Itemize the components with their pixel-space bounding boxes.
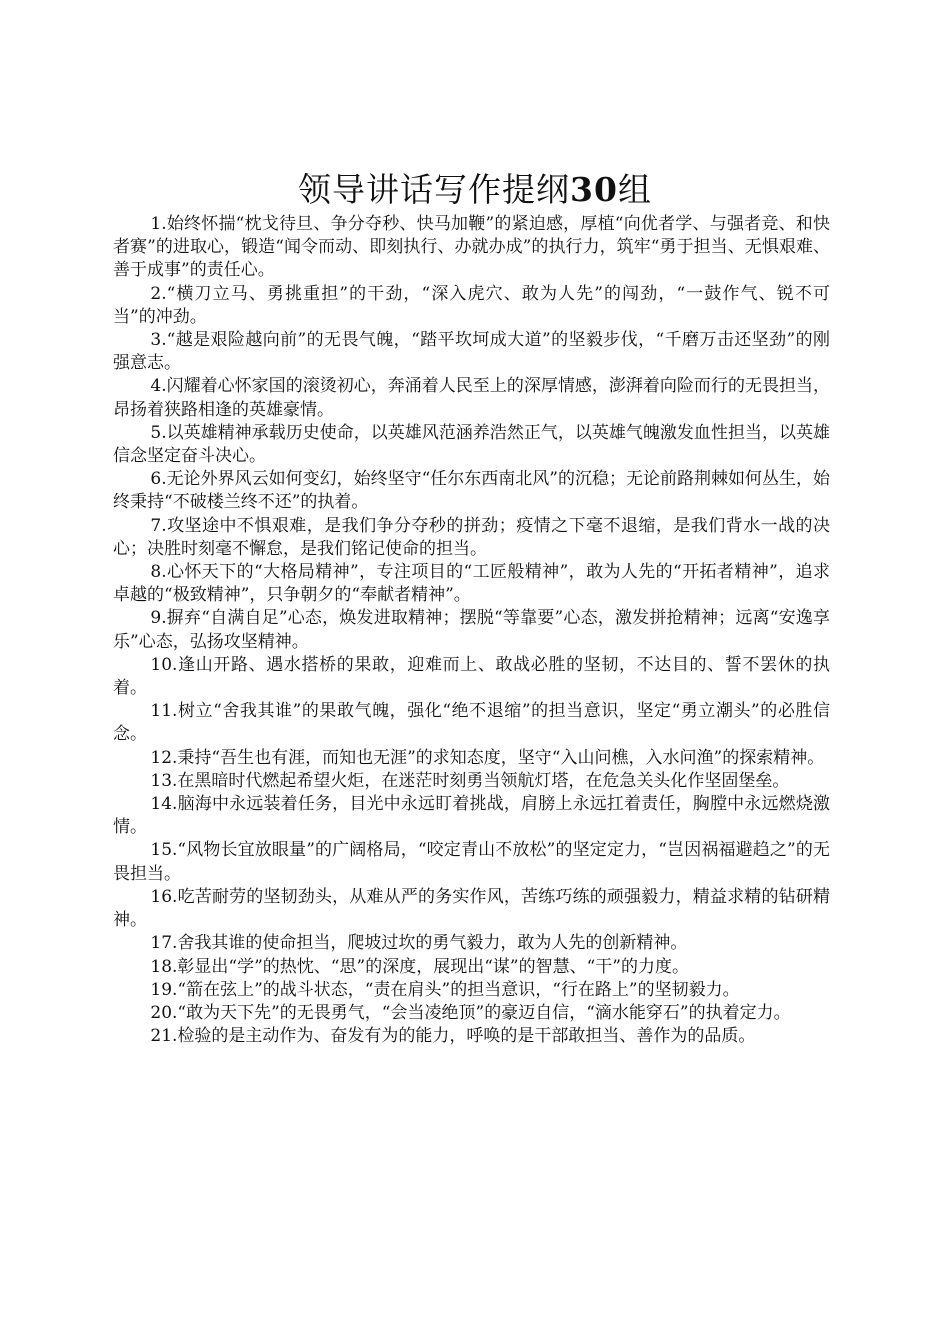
paragraph-20: 20.“敢为天下先”的无畏勇气，“会当凌绝顶”的豪迈自信，“滴水能穿石”的执着定力。: [150, 1002, 791, 1023]
paragraph-6: 6.无论外界风云如何变幻，始终坚守“任尔东西南北风”的沉稳；无论前路荆棘如何丛生，始终秉持“不破楼兰终不还”的执着。: [113, 469, 830, 513]
paragraph-16: 16.吃苦耐劳的坚韧劲头，从难从严的务实作风，苦练巧练的顽强毅力，精益求精的钻研精神。: [113, 886, 830, 931]
paragraph-2: 2.“横刀立马、勇挑重担”的干劲，“深入虎穴、敢为人先”的闯劲，“一鼓作气、锐不可当”的冲劲。: [113, 283, 830, 327]
document-body: [113, 213, 830, 1048]
paragraph-10: 10.逢山开路、遇水搭桥的果敢，迎难而上、敢战必胜的坚韧，不达目的、誓不罢休的执着。: [113, 654, 830, 699]
paragraph-14: 14.脑海中永远装着任务，目光中永远盯着挑战，肩膀上永远扛着责任，胸膛中永远燃烧激情。: [113, 794, 830, 838]
paragraph-8: 8.心怀天下的“大格局精神”，专注项目的“工匠般精神”，敢为人先的“开拓者精神”，追求卓越的“极致精神”，只争朝夕的“奉献者精神”。: [113, 562, 830, 606]
title-text: 领导讲话写作提纲: [298, 170, 571, 209]
paragraph-12: 12.秉持“吾生也有涯，而知也无涯”的求知态度，坚守“入山问樵，入水问渔”的探索精神。: [150, 747, 825, 768]
paragraph-1: 1.始终怀揣“枕戈待旦、争分夺秒、快马加鞭”的紧迫感，厚植“向优者学、与强者竞、和快者赛”的进取心，锻造“闻令而动、即刻执行、办就办成”的执行力，筑牢“勇于担当、无惧艰难、善于成事”的责任心。: [113, 214, 830, 281]
paragraph-17: 17.舍我其谁的使命担当，爬坡过坎的勇气毅力，敢为人先的创新精神。: [150, 933, 688, 954]
paragraph-7: 7.攻坚途中不惧艰难，是我们争分夺秒的拼劲；疫情之下毫不退缩，是我们背水一战的决心；决胜时刻毫不懈怠，是我们铭记使命的担当。: [113, 515, 830, 559]
paragraph-11: 11.树立“舍我其谁”的果敢气魄，强化“绝不退缩”的担当意识，坚定“勇立潮头”的必胜信念。: [113, 701, 830, 745]
paragraph-9: 9.摒弃“自满自足”心态，焕发进取精神；摆脱“等靠要”心态，激发拼抢精神；远离“安逸享乐”心态，弘扬攻坚精神。: [113, 608, 830, 652]
paragraph-15: 15.“风物长宜放眼量”的广阔格局，“咬定青山不放松”的坚定定力，“岂因祸福避趋之”的无畏担当。: [113, 840, 830, 884]
title-number: 30: [570, 170, 618, 209]
document-title: [0, 168, 950, 212]
paragraph-4: 4.闪耀着心怀家国的滚烫初心，奔涌着人民至上的深厚情感，澎湃着向险而行的无畏担当，昂扬着狭路相逢的英雄豪情。: [113, 376, 830, 420]
title-suffix: 组: [617, 170, 652, 209]
paragraph-13: 13.在黑暗时代燃起希望火炬，在迷茫时刻勇当领航灯塔，在危急关头化作坚固堡垒。: [150, 770, 790, 791]
paragraph-21: 21.检验的是主动作为、奋发有为的能力，呼唤的是干部敢担当、善作为的品质。: [150, 1026, 756, 1047]
paragraph-5: 5.以英雄精神承载历史使命，以英雄风范涵养浩然正气，以英雄气魄激发血性担当，以英雄信念坚定奋斗决心。: [113, 422, 830, 467]
paragraph-19: 19.“箭在弦上”的战斗状态，“责在肩头”的担当意识，“行在路上”的坚韧毅力。: [150, 979, 740, 1000]
paragraph-3: 3.“越是艰险越向前”的无畏气魄，“踏平坎坷成大道”的坚毅步伐，“千磨万击还坚劲”的刚强意志。: [113, 330, 830, 374]
paragraph-18: 18.彰显出“学”的热忱、“思”的深度，展现出“谋”的智慧、“干”的力度。: [150, 956, 689, 977]
